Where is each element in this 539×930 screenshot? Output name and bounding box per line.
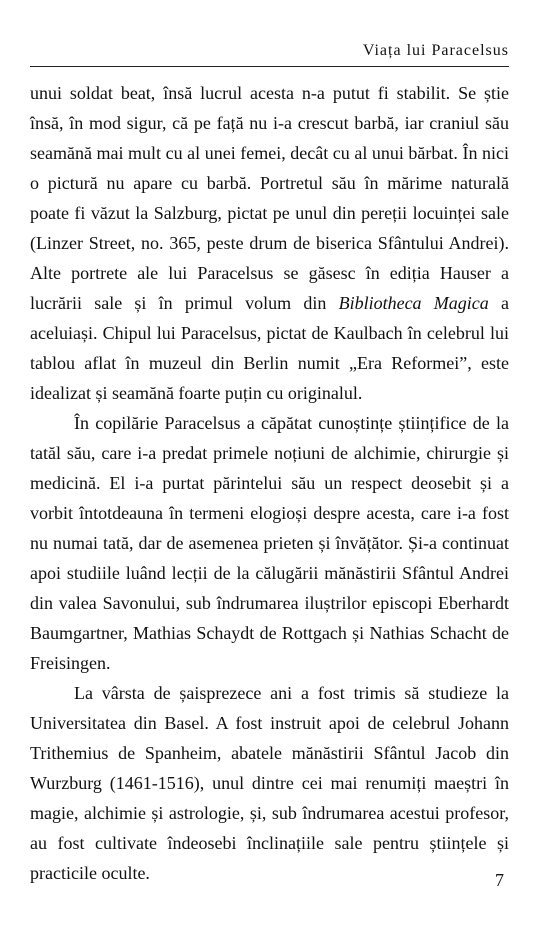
paragraph-1-text-b: a aceluiași. Chipul lui Paracelsus, pictat de Kaulbach în celebrul lui tablou aflat în muzeul din Berlin numit „Era Reformei”, este idealizat și seamănă foarte puțin cu originalul.: [30, 293, 509, 403]
page-number: 7: [495, 870, 504, 890]
running-head: Viața lui Paracelsus: [362, 42, 509, 59]
paragraph-2: În copilărie Paracelsus a căpătat cunoștințe științifice de la tatăl său, care i-a predat primele noțiuni de alchimie, chirurgie și medicină. El i-a purtat părintelui său un respect deosebit și a vorbit întotdeauna în termeni elogioși despre acesta, care i-a fost nu numai tată, dar de asemenea prieten și învățător. Și-a continuat apoi studiile luând lecții de la călugării mănăstirii Sfântul Andrei din valea Savonului, sub îndrumarea iluștrilor episcopi Eberhardt Baumgartner, Mathias Schaydt de Rottgach și Nathias Schacht de Freisingen.: [30, 413, 509, 673]
book-title-italic: Bibliotheca Magica: [338, 293, 489, 313]
paragraph-1: [30, 78, 509, 408]
paragraph-1-text-a: unui soldat beat, însă lucrul acesta n-a putut fi stabilit. Se știe însă, în mod sigur, că pe față nu i-a crescut barbă, iar craniul său seamănă mai mult cu al unei femei, decât cu al unui bărbat. În nici o pictură nu apare cu barbă. Portretul său în mărime naturală poate fi văzut la Salzburg, pictat pe unul din pereții locuinței sale (Linzer Street, no. 365, peste drum de biserica Sfântului Andrei). Alte portrete ale lui Paracelsus se găsesc în ediția Hauser a lucrării sale și în primul volum din: [30, 83, 509, 313]
paragraph-3: La vârsta de șaisprezece ani a fost trimis să studieze la Universitatea din Basel. A fost instruit apoi de celebrul Johann Trithemius de Spanheim, abatele mănăstirii Sfântul Jacob din Wurzburg (1461-1516), unul dintre cei mai renumiți maeștri în magie, alchimie și astrologie, și, sub îndrumarea acestui profesor, au fost cultivate îndeosebi înclinațiile sale pentru științele și practicile oculte.: [30, 683, 509, 883]
body-text: [30, 78, 509, 888]
header-rule: [30, 66, 509, 67]
